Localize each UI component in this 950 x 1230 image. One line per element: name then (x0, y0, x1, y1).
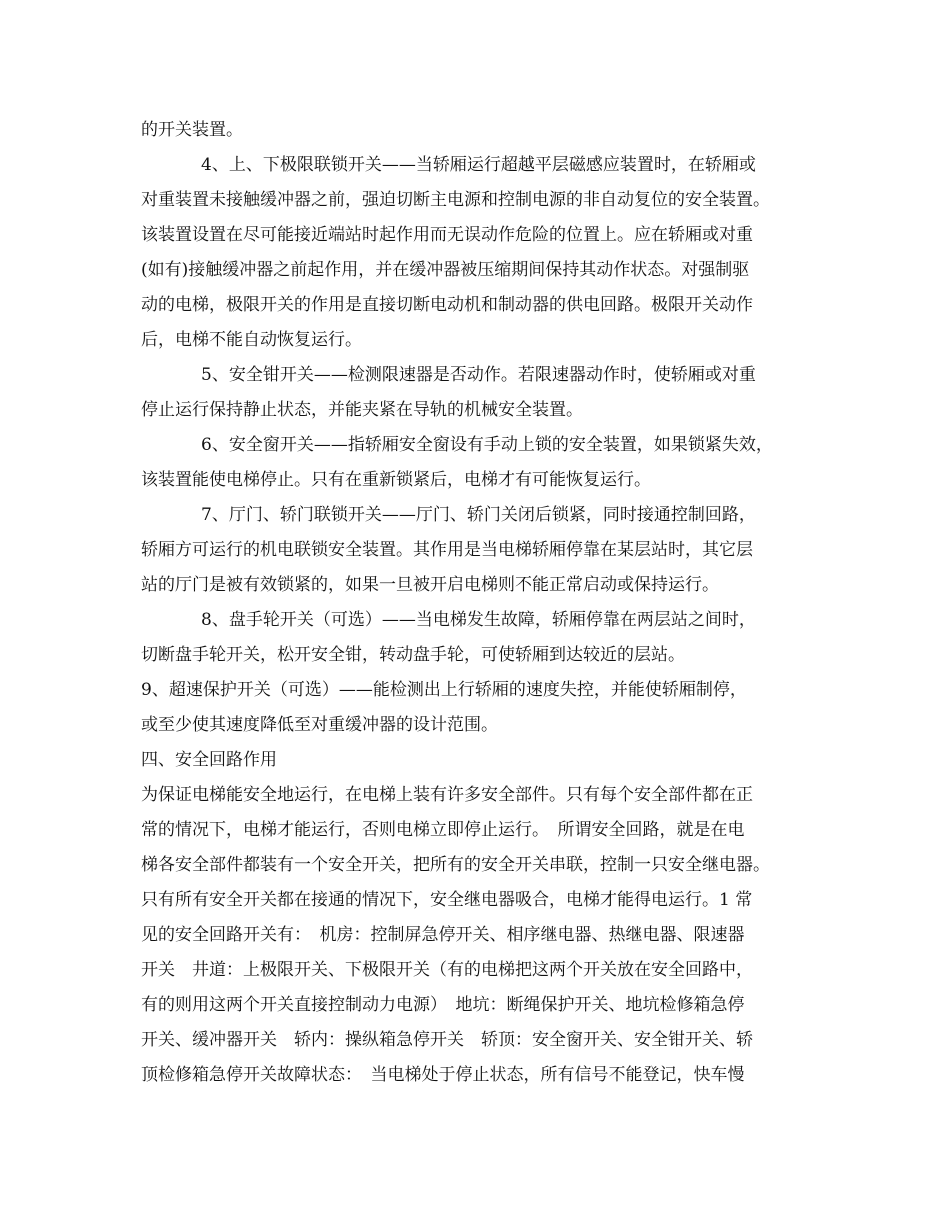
text-line: 梯各安全部件都装有一个安全开关，把所有的安全开关串联，控制一只安全继电器。 (141, 855, 770, 875)
text-line: 顶检修箱急停开关故障状态： 当电梯处于停止状态，所有信号不能登记，快车慢 (141, 1065, 745, 1085)
text-line: 见的安全回路开关有： 机房：控制屏急停开关、相序继电器、热继电器、限速器 (141, 925, 745, 945)
text-line: 开关、缓冲器开关 轿内：操纵箱急停开关 轿顶：安全窗开关、安全钳开关、轿 (141, 1030, 753, 1050)
text-line: 站的厅门是被有效锁紧的，如果一旦被开启电梯则不能正常启动或保持运行。 (141, 575, 719, 595)
text-line: 或至少使其速度降低至对重缓冲器的设计范围。 (141, 715, 498, 735)
text-line: 5、安全钳开关——检测限速器是否动作。若限速器动作时，使轿厢或对重 (201, 365, 756, 385)
text-line: 后，电梯不能自动恢复运行。 (141, 330, 362, 350)
text-line: 6、安全窗开关——指轿厢安全窗设有手动上锁的安全装置，如果锁紧失效， (201, 435, 773, 455)
text-line: 常的情况下，电梯才能运行，否则电梯立即停止运行。 所谓安全回路，就是在电 (141, 820, 745, 840)
text-line: 8、盘手轮开关（可选）——当电梯发生故障，轿厢停靠在两层站之间时， (201, 610, 756, 630)
text-line: 有的则用这两个开关直接控制动力电源） 地坑：断绳保护开关、地坑检修箱急停 (141, 995, 745, 1015)
text-line: 7、厅门、轿门联锁开关——厅门、轿门关闭后锁紧，同时接通控制回路， (201, 505, 756, 525)
text-line: 该装置设置在尽可能接近端站时起作用而无误动作危险的位置上。应在轿厢或对重 (141, 225, 753, 245)
text-line: 4、上、下极限联锁开关——当轿厢运行超越平层磁感应装置时，在轿厢或 (201, 155, 756, 175)
text-line: 开关 井道：上极限开关、下极限开关（有的电梯把这两个开关放在安全回路中， (141, 960, 753, 980)
text-line: 轿厢方可运行的机电联锁安全装置。其作用是当电梯轿厢停靠在某层站时，其它层 (141, 540, 753, 560)
text-line: 该装置能使电梯停止。只有在重新锁紧后，电梯才有可能恢复运行。 (141, 470, 651, 490)
text-line: (如有)接触缓冲器之前起作用，并在缓冲器被压缩期间保持其动作状态。对强制驱 (141, 260, 750, 280)
text-line: 停止运行保持静止状态，并能夹紧在导轨的机械安全装置。 (141, 400, 583, 420)
text-line: 切断盘手轮开关，松开安全钳，转动盘手轮，可使轿厢到达较近的层站。 (141, 645, 685, 665)
text-line: 只有所有安全开关都在接通的情况下，安全继电器吸合，电梯才能得电运行。1 常 (141, 890, 753, 910)
section-heading: 四、安全回路作用 (141, 750, 277, 770)
text-line: 9、超速保护开关（可选）——能检测出上行轿厢的速度失控，并能使轿厢制停， (141, 680, 747, 700)
text-line: 的开关装置。 (141, 120, 243, 140)
text-line: 为保证电梯能安全地运行，在电梯上装有许多安全部件。只有每个安全部件都在正 (141, 785, 753, 805)
text-line: 对重装置未接触缓冲器之前，强迫切断主电源和控制电源的非自动复位的安全装置。 (141, 190, 770, 210)
text-line: 动的电梯，极限开关的作用是直接切断电动机和制动器的供电回路。极限开关动作 (141, 295, 753, 315)
